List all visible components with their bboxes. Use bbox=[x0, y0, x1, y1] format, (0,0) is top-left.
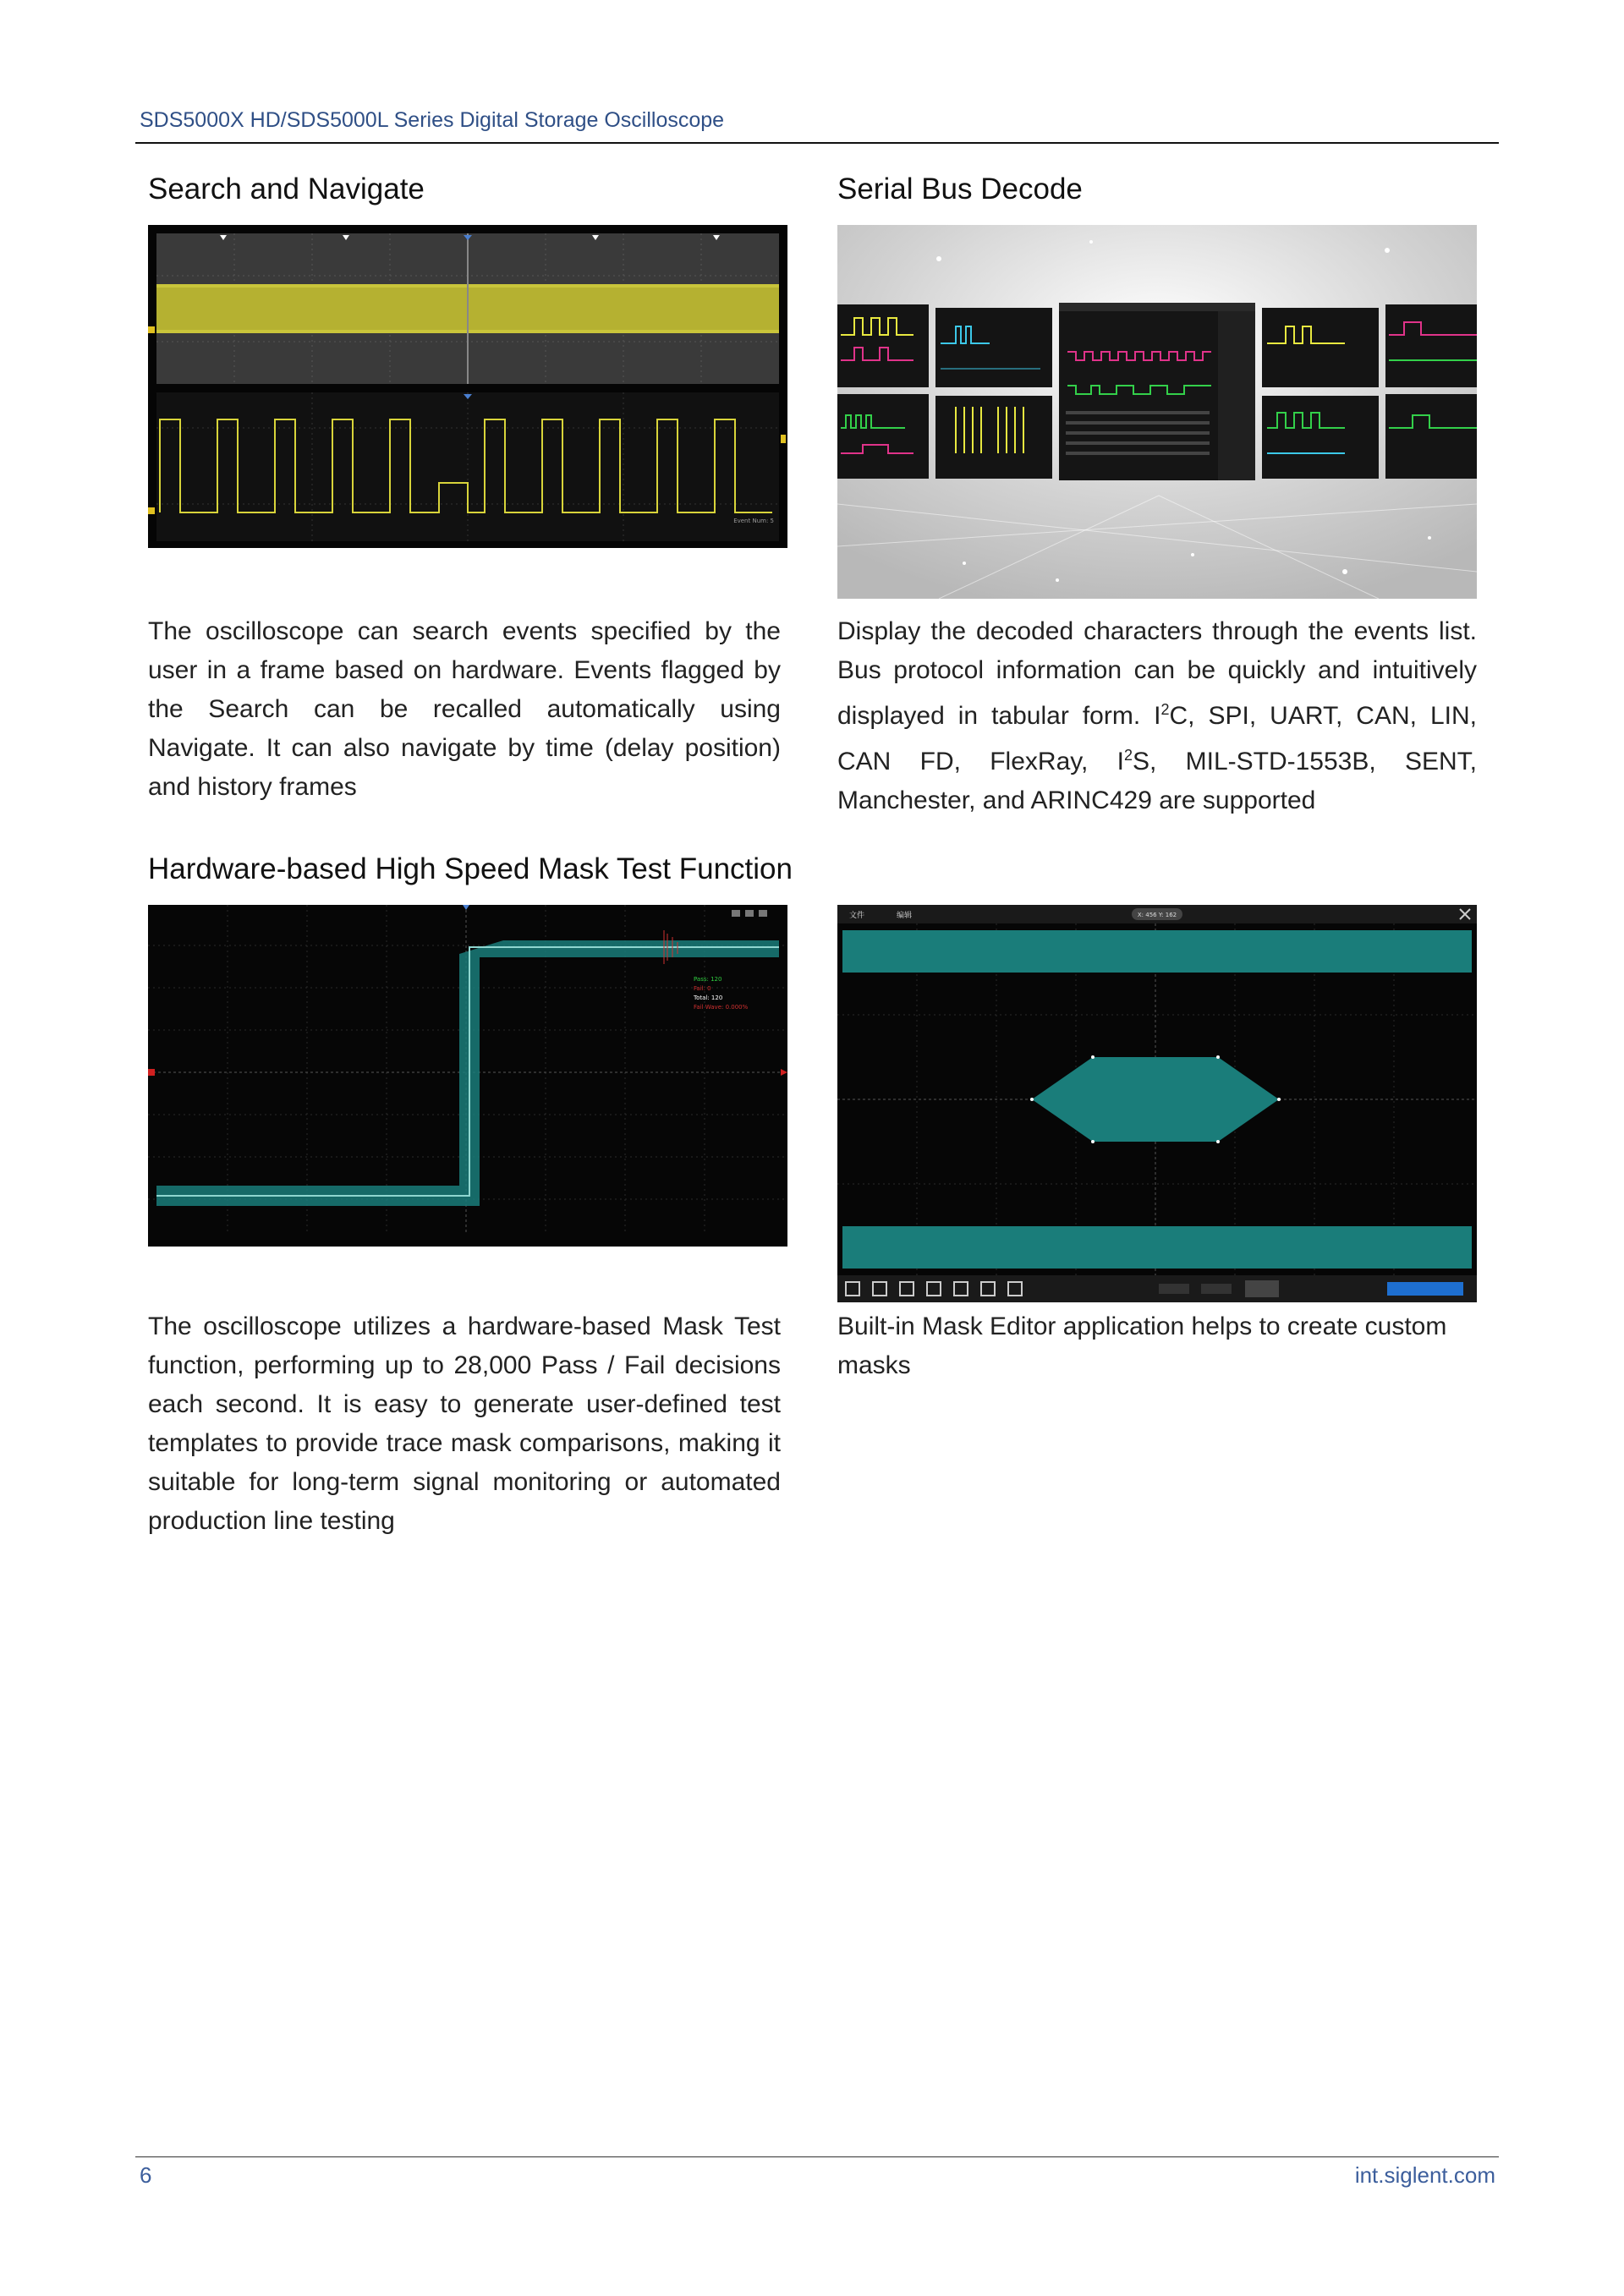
event-num-label: Event Num: 5 bbox=[733, 518, 774, 524]
header-rule bbox=[135, 142, 1499, 144]
mask-editor-description: Built-in Mask Editor application helps to create custom masks bbox=[837, 1312, 1447, 1379]
mask-test-description: The oscilloscope utilizes a hardware-based Mask Test function, performing up to 28,000 Pass / Fail decisions each second. It is easy to generate user-defined test templates to provide trace mask comparisons, making it suitable for long-term signal monitoring or automated production line testing bbox=[148, 1312, 781, 1535]
mask-test-screenshot bbox=[148, 905, 787, 1247]
serial-text-part-1: Display the decoded characters through the events list. Bus protocol information can be quickly and intuitively displayed in tabular form. I bbox=[837, 617, 1477, 730]
document-header-title: SDS5000X HD/SDS5000L Series Digital Storage Oscilloscope bbox=[140, 108, 725, 132]
serial-bus-decode-description bbox=[837, 612, 1477, 820]
i2c-superscript: 2 bbox=[1160, 701, 1170, 718]
i2s-superscript: 2 bbox=[1123, 747, 1133, 764]
search-navigate-heading: Search and Navigate bbox=[148, 173, 425, 205]
mask-pass-count: Pass: 120 bbox=[694, 976, 722, 983]
serial-bus-decode-screenshot bbox=[837, 225, 1477, 599]
serial-bus-decode-heading: Serial Bus Decode bbox=[837, 173, 1083, 205]
footer-rule bbox=[135, 2156, 1499, 2157]
mask-editor-screenshot bbox=[837, 905, 1477, 1302]
editor-coords: X: 456 Y: 162 bbox=[1137, 912, 1177, 918]
mask-test-heading: Hardware-based High Speed Mask Test Function bbox=[148, 852, 793, 885]
search-navigate-description: The oscilloscope can search events specified by the user in a frame based on hardware. Events flagged by the Search can be recalled automatically using Navigate. It can also navigate by time (delay position) and history frames bbox=[148, 617, 781, 801]
editor-menu-file[interactable]: 文件 bbox=[849, 912, 865, 920]
editor-menu-edit[interactable]: 编辑 bbox=[897, 912, 913, 920]
search-navigate-screenshot bbox=[148, 225, 787, 548]
page-number: 6 bbox=[140, 2162, 152, 2188]
serial-text-part-2: C, SPI, UART, CAN, LIN, CAN FD, FlexRay, I bbox=[837, 702, 1477, 775]
mask-fail-wave: Fail Wave: 0.000% bbox=[694, 1004, 749, 1011]
mask-total-count: Total: 120 bbox=[694, 995, 723, 1001]
footer-website-link[interactable]: int.siglent.com bbox=[1354, 2162, 1495, 2188]
serial-text-part-3: S, MIL-STD-1553B, SENT, Manchester, and ARINC429 are supported bbox=[837, 748, 1478, 814]
mask-fail-count: Fail: 0 bbox=[694, 985, 711, 992]
